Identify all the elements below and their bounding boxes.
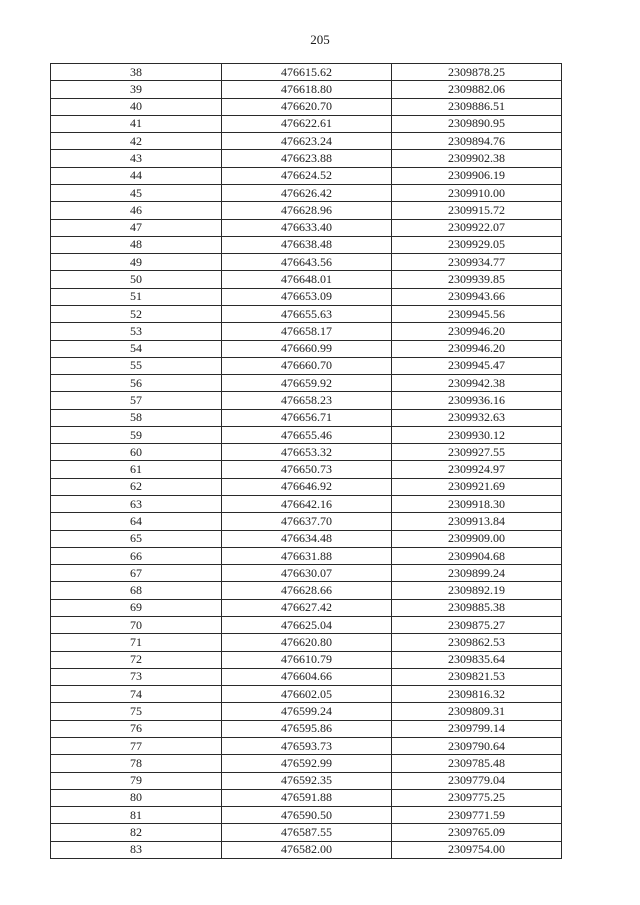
point-number-cell: 75 <box>51 703 222 720</box>
x-coordinate-cell: 476595.86 <box>222 720 392 737</box>
table-row <box>51 271 562 288</box>
y-coordinate-cell: 2309785.48 <box>392 755 562 772</box>
x-coordinate-cell: 476599.24 <box>222 703 392 720</box>
y-coordinate-cell: 2309835.64 <box>392 651 562 668</box>
table-row <box>51 513 562 530</box>
point-number-cell: 77 <box>51 737 222 754</box>
y-coordinate-cell: 2309909.00 <box>392 530 562 547</box>
y-coordinate-cell: 2309936.16 <box>392 392 562 409</box>
y-coordinate-cell: 2309771.59 <box>392 807 562 824</box>
point-number-cell: 45 <box>51 184 222 201</box>
x-coordinate-cell: 476602.05 <box>222 686 392 703</box>
y-coordinate-cell: 2309910.00 <box>392 184 562 201</box>
table-row <box>51 167 562 184</box>
x-coordinate-cell: 476591.88 <box>222 789 392 806</box>
x-coordinate-cell: 476592.99 <box>222 755 392 772</box>
x-coordinate-cell: 476631.88 <box>222 547 392 564</box>
point-number-cell: 74 <box>51 686 222 703</box>
x-coordinate-cell: 476658.23 <box>222 392 392 409</box>
y-coordinate-cell: 2309882.06 <box>392 81 562 98</box>
point-number-cell: 43 <box>51 150 222 167</box>
point-number-cell: 50 <box>51 271 222 288</box>
point-number-cell: 46 <box>51 202 222 219</box>
point-number-cell: 66 <box>51 547 222 564</box>
y-coordinate-cell: 2309816.32 <box>392 686 562 703</box>
x-coordinate-cell: 476648.01 <box>222 271 392 288</box>
x-coordinate-cell: 476624.52 <box>222 167 392 184</box>
table-row <box>51 478 562 495</box>
x-coordinate-cell: 476642.16 <box>222 496 392 513</box>
table-row <box>51 98 562 115</box>
point-number-cell: 80 <box>51 789 222 806</box>
y-coordinate-cell: 2309799.14 <box>392 720 562 737</box>
point-number-cell: 52 <box>51 305 222 322</box>
y-coordinate-cell: 2309939.85 <box>392 271 562 288</box>
y-coordinate-cell: 2309809.31 <box>392 703 562 720</box>
table-row <box>51 547 562 564</box>
x-coordinate-cell: 476633.40 <box>222 219 392 236</box>
point-number-cell: 57 <box>51 392 222 409</box>
x-coordinate-cell: 476582.00 <box>222 841 392 858</box>
table-row <box>51 357 562 374</box>
point-number-cell: 60 <box>51 444 222 461</box>
table-row <box>51 81 562 98</box>
x-coordinate-cell: 476627.42 <box>222 599 392 616</box>
table-row <box>51 461 562 478</box>
point-number-cell: 56 <box>51 375 222 392</box>
page-number: 205 <box>310 32 330 47</box>
point-number-cell: 38 <box>51 64 222 81</box>
table-row <box>51 305 562 322</box>
table-row <box>51 824 562 841</box>
table-row <box>51 599 562 616</box>
table-row <box>51 755 562 772</box>
y-coordinate-cell: 2309913.84 <box>392 513 562 530</box>
x-coordinate-cell: 476660.70 <box>222 357 392 374</box>
x-coordinate-cell: 476660.99 <box>222 340 392 357</box>
y-coordinate-cell: 2309765.09 <box>392 824 562 841</box>
y-coordinate-cell: 2309886.51 <box>392 98 562 115</box>
point-number-cell: 62 <box>51 478 222 495</box>
point-number-cell: 40 <box>51 98 222 115</box>
table-row <box>51 737 562 754</box>
table-row <box>51 720 562 737</box>
point-number-cell: 70 <box>51 617 222 634</box>
point-number-cell: 44 <box>51 167 222 184</box>
coordinates-table <box>50 63 562 859</box>
y-coordinate-cell: 2309906.19 <box>392 167 562 184</box>
y-coordinate-cell: 2309790.64 <box>392 737 562 754</box>
y-coordinate-cell: 2309946.20 <box>392 340 562 357</box>
table-row <box>51 841 562 858</box>
y-coordinate-cell: 2309946.20 <box>392 323 562 340</box>
point-number-cell: 69 <box>51 599 222 616</box>
point-number-cell: 63 <box>51 496 222 513</box>
table-row <box>51 582 562 599</box>
table-row <box>51 807 562 824</box>
table-row <box>51 496 562 513</box>
point-number-cell: 64 <box>51 513 222 530</box>
point-number-cell: 49 <box>51 254 222 271</box>
table-row <box>51 375 562 392</box>
table-row <box>51 426 562 443</box>
x-coordinate-cell: 476592.35 <box>222 772 392 789</box>
point-number-cell: 79 <box>51 772 222 789</box>
x-coordinate-cell: 476656.71 <box>222 409 392 426</box>
x-coordinate-cell: 476620.70 <box>222 98 392 115</box>
y-coordinate-cell: 2309943.66 <box>392 288 562 305</box>
x-coordinate-cell: 476655.46 <box>222 426 392 443</box>
y-coordinate-cell: 2309779.04 <box>392 772 562 789</box>
point-number-cell: 48 <box>51 236 222 253</box>
table-row <box>51 323 562 340</box>
table-row <box>51 133 562 150</box>
table-row <box>51 634 562 651</box>
y-coordinate-cell: 2309894.76 <box>392 133 562 150</box>
table-row <box>51 236 562 253</box>
y-coordinate-cell: 2309875.27 <box>392 617 562 634</box>
point-number-cell: 47 <box>51 219 222 236</box>
table-row <box>51 668 562 685</box>
y-coordinate-cell: 2309921.69 <box>392 478 562 495</box>
x-coordinate-cell: 476658.17 <box>222 323 392 340</box>
point-number-cell: 58 <box>51 409 222 426</box>
table-row <box>51 219 562 236</box>
x-coordinate-cell: 476623.24 <box>222 133 392 150</box>
y-coordinate-cell: 2309915.72 <box>392 202 562 219</box>
y-coordinate-cell: 2309892.19 <box>392 582 562 599</box>
x-coordinate-cell: 476623.88 <box>222 150 392 167</box>
y-coordinate-cell: 2309878.25 <box>392 64 562 81</box>
y-coordinate-cell: 2309890.95 <box>392 115 562 132</box>
y-coordinate-cell: 2309885.38 <box>392 599 562 616</box>
x-coordinate-cell: 476634.48 <box>222 530 392 547</box>
coordinates-table-body <box>51 64 562 859</box>
point-number-cell: 83 <box>51 841 222 858</box>
x-coordinate-cell: 476643.56 <box>222 254 392 271</box>
y-coordinate-cell: 2309821.53 <box>392 668 562 685</box>
y-coordinate-cell: 2309927.55 <box>392 444 562 461</box>
y-coordinate-cell: 2309922.07 <box>392 219 562 236</box>
point-number-cell: 51 <box>51 288 222 305</box>
table-row <box>51 340 562 357</box>
x-coordinate-cell: 476650.73 <box>222 461 392 478</box>
point-number-cell: 39 <box>51 81 222 98</box>
table-row <box>51 184 562 201</box>
point-number-cell: 59 <box>51 426 222 443</box>
x-coordinate-cell: 476625.04 <box>222 617 392 634</box>
point-number-cell: 76 <box>51 720 222 737</box>
table-row <box>51 150 562 167</box>
point-number-cell: 55 <box>51 357 222 374</box>
y-coordinate-cell: 2309934.77 <box>392 254 562 271</box>
y-coordinate-cell: 2309918.30 <box>392 496 562 513</box>
x-coordinate-cell: 476615.62 <box>222 64 392 81</box>
x-coordinate-cell: 476637.70 <box>222 513 392 530</box>
point-number-cell: 53 <box>51 323 222 340</box>
y-coordinate-cell: 2309929.05 <box>392 236 562 253</box>
x-coordinate-cell: 476622.61 <box>222 115 392 132</box>
table-row <box>51 392 562 409</box>
point-number-cell: 42 <box>51 133 222 150</box>
x-coordinate-cell: 476626.42 <box>222 184 392 201</box>
x-coordinate-cell: 476620.80 <box>222 634 392 651</box>
point-number-cell: 73 <box>51 668 222 685</box>
y-coordinate-cell: 2309945.56 <box>392 305 562 322</box>
x-coordinate-cell: 476587.55 <box>222 824 392 841</box>
table-row <box>51 565 562 582</box>
table-row <box>51 409 562 426</box>
point-number-cell: 82 <box>51 824 222 841</box>
point-number-cell: 71 <box>51 634 222 651</box>
table-row <box>51 64 562 81</box>
y-coordinate-cell: 2309930.12 <box>392 426 562 443</box>
y-coordinate-cell: 2309904.68 <box>392 547 562 564</box>
table-row <box>51 530 562 547</box>
point-number-cell: 78 <box>51 755 222 772</box>
x-coordinate-cell: 476610.79 <box>222 651 392 668</box>
point-number-cell: 65 <box>51 530 222 547</box>
table-row <box>51 703 562 720</box>
x-coordinate-cell: 476659.92 <box>222 375 392 392</box>
y-coordinate-cell: 2309924.97 <box>392 461 562 478</box>
table-row <box>51 617 562 634</box>
y-coordinate-cell: 2309932.63 <box>392 409 562 426</box>
table-row <box>51 288 562 305</box>
x-coordinate-cell: 476604.66 <box>222 668 392 685</box>
y-coordinate-cell: 2309899.24 <box>392 565 562 582</box>
point-number-cell: 54 <box>51 340 222 357</box>
x-coordinate-cell: 476653.32 <box>222 444 392 461</box>
x-coordinate-cell: 476628.66 <box>222 582 392 599</box>
x-coordinate-cell: 476653.09 <box>222 288 392 305</box>
point-number-cell: 68 <box>51 582 222 599</box>
x-coordinate-cell: 476638.48 <box>222 236 392 253</box>
x-coordinate-cell: 476655.63 <box>222 305 392 322</box>
point-number-cell: 67 <box>51 565 222 582</box>
y-coordinate-cell: 2309754.00 <box>392 841 562 858</box>
point-number-cell: 41 <box>51 115 222 132</box>
y-coordinate-cell: 2309775.25 <box>392 789 562 806</box>
y-coordinate-cell: 2309942.38 <box>392 375 562 392</box>
x-coordinate-cell: 476646.92 <box>222 478 392 495</box>
y-coordinate-cell: 2309945.47 <box>392 357 562 374</box>
table-row <box>51 789 562 806</box>
table-row <box>51 254 562 271</box>
table-row <box>51 444 562 461</box>
point-number-cell: 61 <box>51 461 222 478</box>
y-coordinate-cell: 2309902.38 <box>392 150 562 167</box>
y-coordinate-cell: 2309862.53 <box>392 634 562 651</box>
x-coordinate-cell: 476590.50 <box>222 807 392 824</box>
x-coordinate-cell: 476618.80 <box>222 81 392 98</box>
x-coordinate-cell: 476628.96 <box>222 202 392 219</box>
point-number-cell: 81 <box>51 807 222 824</box>
table-row <box>51 651 562 668</box>
x-coordinate-cell: 476630.07 <box>222 565 392 582</box>
table-row <box>51 686 562 703</box>
table-row <box>51 115 562 132</box>
table-row <box>51 202 562 219</box>
table-row <box>51 772 562 789</box>
point-number-cell: 72 <box>51 651 222 668</box>
x-coordinate-cell: 476593.73 <box>222 737 392 754</box>
